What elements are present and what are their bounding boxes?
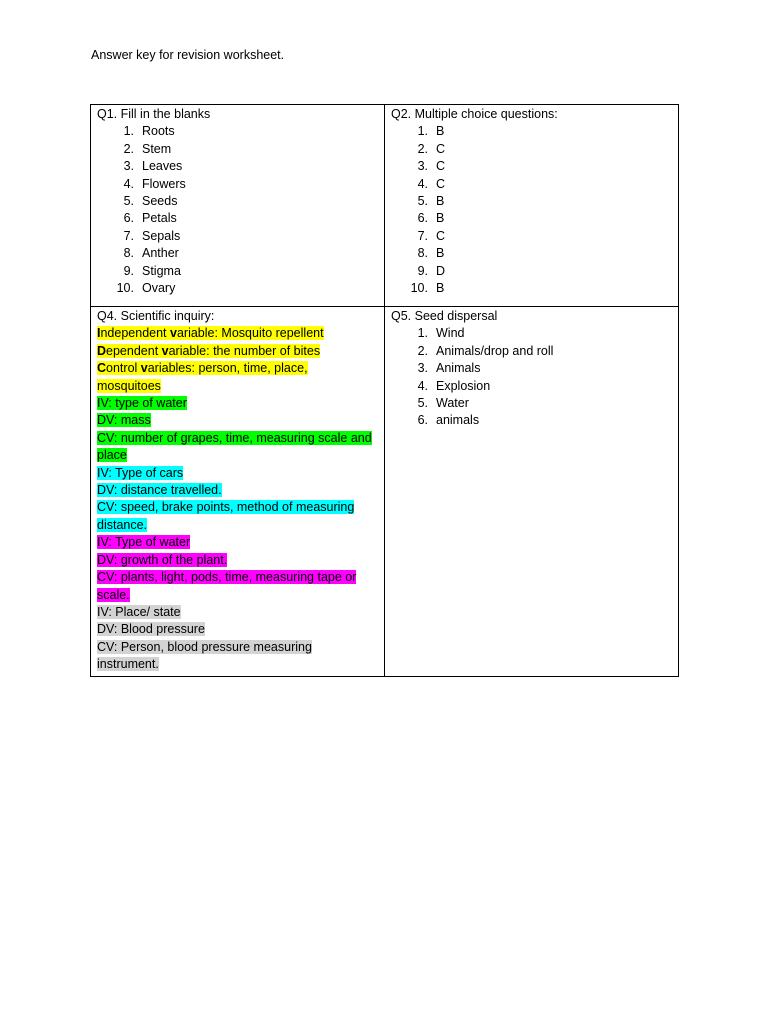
list-item [391, 395, 672, 412]
text-part: DV: mass [97, 413, 151, 428]
table-row [91, 105, 679, 307]
q4-set3-dv [97, 482, 378, 499]
q4-set3-iv [97, 465, 378, 482]
text-part: ependent [106, 343, 162, 358]
item-text: D [436, 263, 446, 278]
text-part: ariable: the number of bites [168, 343, 321, 358]
text-part: DV: Blood pressure [97, 622, 205, 637]
item-number: 9. [417, 263, 428, 278]
item-number: 2. [417, 343, 428, 358]
item-text: C [436, 228, 446, 243]
list-item [391, 158, 672, 175]
q4-set2-dv [97, 412, 378, 429]
item-number: 5. [417, 193, 428, 208]
item-number: 5. [123, 193, 134, 208]
q5-cell [385, 307, 679, 677]
list-item [391, 141, 672, 158]
q4-set5-dv [97, 621, 378, 638]
list-item [97, 158, 378, 175]
item-text: Stem [142, 141, 172, 156]
list-item [391, 263, 672, 280]
text-part: ariable: Mosquito repellent [176, 326, 324, 341]
bold-letter: D [97, 343, 107, 358]
list-item [97, 193, 378, 210]
q4-set5-cv-cont [97, 656, 378, 673]
text-part: place [97, 448, 127, 463]
list-item [391, 245, 672, 262]
item-number: 7. [123, 228, 134, 243]
q4-cell [91, 307, 385, 677]
text-part: ndependent [100, 326, 170, 341]
text-part: ontrol [106, 361, 141, 376]
item-text: Sepals [142, 228, 181, 243]
item-number: 3. [417, 159, 428, 174]
list-item [97, 141, 378, 158]
text-part: IV: type of water [97, 396, 187, 411]
q4-set2-iv [97, 395, 378, 412]
list-item [97, 210, 378, 227]
q1-title: Q1. Fill in the blanks [97, 107, 211, 121]
item-number: 1. [417, 326, 428, 341]
table-row [91, 307, 679, 677]
item-text: Stigma [142, 263, 181, 278]
item-text: Petals [142, 211, 177, 226]
q4-set4-dv [97, 552, 378, 569]
item-number: 4. [417, 378, 428, 393]
item-text: Anther [142, 246, 179, 261]
text-part: IV: Place/ state [97, 604, 181, 619]
item-number: 10. [116, 280, 134, 295]
q4-set2-cv-cont [97, 447, 378, 464]
item-text: C [436, 141, 446, 156]
text-part: IV: Type of cars [97, 465, 184, 480]
item-number: 4. [123, 176, 134, 191]
q4-set2-cv [97, 430, 378, 447]
list-item [97, 280, 378, 297]
item-number: 7. [417, 228, 428, 243]
bold-letter: C [97, 361, 107, 376]
q4-set1-cv [97, 360, 378, 377]
item-number: 1. [123, 124, 134, 139]
item-text: Roots [142, 124, 175, 139]
item-number: 4. [417, 176, 428, 191]
item-text: Seeds [142, 193, 178, 208]
item-text: C [436, 176, 446, 191]
list-item [391, 228, 672, 245]
item-text: Ovary [142, 280, 176, 295]
list-item [97, 245, 378, 262]
text-part: distance. [97, 517, 148, 532]
q5-title: Q5. Seed dispersal [391, 309, 498, 323]
text-part: CV: plants, light, pods, time, measuring tape or [97, 570, 357, 585]
text-part: IV: Type of water [97, 535, 191, 550]
item-text: B [436, 246, 445, 261]
q4-set4-iv [97, 534, 378, 551]
list-item [391, 378, 672, 395]
list-item [391, 412, 672, 429]
bold-letter: I [97, 326, 101, 341]
text-part: scale. [97, 587, 130, 602]
q4-set5-iv [97, 604, 378, 621]
bold-letter: v [170, 326, 177, 341]
item-number: 6. [123, 211, 134, 226]
q2-title: Q2. Multiple choice questions: [391, 107, 558, 121]
text-part: CV: Person, blood pressure measuring [97, 639, 312, 654]
list-item [97, 176, 378, 193]
list-item [391, 280, 672, 297]
q4-set1-dv [97, 343, 378, 360]
item-number: 3. [417, 361, 428, 376]
q4-set1-cv-cont [97, 378, 378, 395]
text-part: mosquitoes [97, 378, 161, 393]
list-item [97, 263, 378, 280]
item-text: Explosion [436, 378, 491, 393]
item-text: B [436, 124, 445, 139]
item-number: 3. [123, 159, 134, 174]
q4-set4-cv [97, 569, 378, 586]
item-text: B [436, 280, 445, 295]
q4-set3-cv-cont [97, 517, 378, 534]
q2-answer-list [391, 123, 672, 297]
item-text: Flowers [142, 176, 186, 191]
page-title: Answer key for revision worksheet. [91, 48, 285, 62]
item-text: Animals/drop and roll [436, 343, 554, 358]
item-text: Leaves [142, 159, 183, 174]
q1-cell [91, 105, 385, 307]
item-text: Wind [436, 326, 465, 341]
item-number: 5. [417, 395, 428, 410]
bold-letter: v [161, 343, 169, 358]
list-item [391, 123, 672, 140]
text-part: DV: growth of the plant. [97, 552, 228, 567]
answer-key-table [90, 104, 679, 677]
item-text: B [436, 211, 445, 226]
text-part: ariables: person, time, place, [147, 361, 308, 376]
q4-title: Q4. Scientific inquiry: [97, 309, 215, 323]
bold-letter: v [140, 361, 148, 376]
list-item [391, 360, 672, 377]
list-item [391, 343, 672, 360]
item-text: C [436, 159, 446, 174]
list-item [97, 123, 378, 140]
list-item [391, 176, 672, 193]
item-text: Water [436, 395, 469, 410]
item-text: Animals [436, 361, 481, 376]
text-part: instrument. [97, 657, 159, 672]
list-item [391, 193, 672, 210]
list-item [391, 210, 672, 227]
item-number: 6. [417, 211, 428, 226]
q1-answer-list [97, 123, 378, 297]
text-part: DV: distance travelled. [97, 483, 222, 498]
q2-cell [385, 105, 679, 307]
text-part: CV: number of grapes, time, measuring scale and [97, 430, 372, 445]
q5-answer-list [391, 325, 672, 429]
item-number: 8. [123, 246, 134, 261]
item-number: 9. [123, 263, 134, 278]
list-item [97, 228, 378, 245]
item-number: 10. [410, 280, 428, 295]
item-text: animals [436, 413, 480, 428]
item-number: 6. [417, 413, 428, 428]
q4-set4-cv-cont [97, 587, 378, 604]
item-number: 1. [417, 124, 428, 139]
list-item [391, 325, 672, 342]
q4-set3-cv [97, 499, 378, 516]
item-number: 2. [123, 141, 134, 156]
q4-set1-iv [97, 325, 378, 342]
item-text: B [436, 193, 445, 208]
text-part: CV: speed, brake points, method of measuring [97, 500, 355, 515]
item-number: 2. [417, 141, 428, 156]
item-number: 8. [417, 246, 428, 261]
q4-set5-cv [97, 639, 378, 656]
